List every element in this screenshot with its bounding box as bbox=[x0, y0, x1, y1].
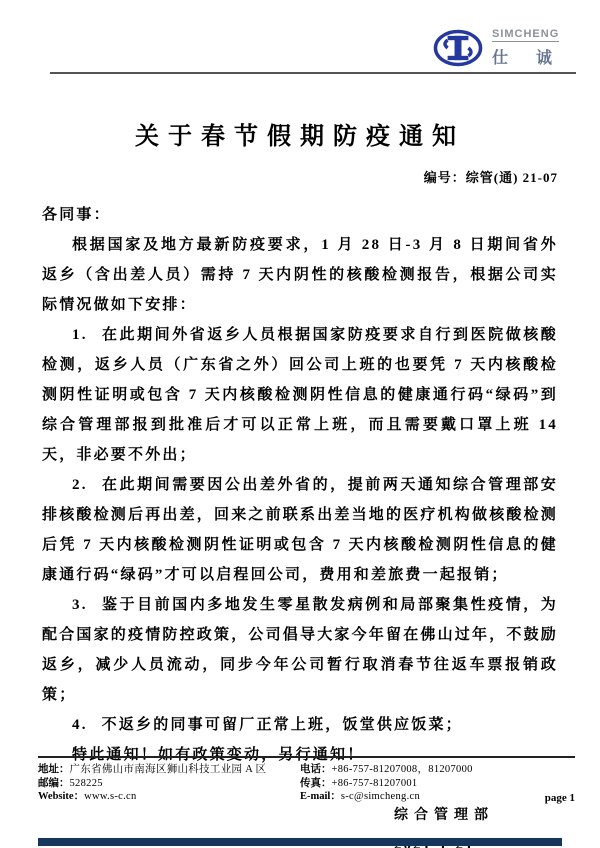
footer-phone-row bbox=[300, 763, 545, 777]
footer-label: E-mail： bbox=[300, 791, 341, 802]
footer-label: 传真： bbox=[300, 777, 332, 789]
signature-department: 综合管理部 bbox=[394, 808, 494, 823]
item-paragraph-1 bbox=[42, 320, 558, 470]
footer-value: +86-757-81207001 bbox=[331, 777, 418, 789]
item-paragraph-2 bbox=[42, 470, 558, 590]
footer-website-row bbox=[38, 790, 300, 804]
item-number: 2. bbox=[72, 477, 88, 493]
footer-right-column bbox=[300, 763, 545, 804]
item-paragraph-3 bbox=[42, 590, 558, 710]
doc-number: 编号：综管(通) 21-07 bbox=[423, 170, 558, 185]
footer-left-column bbox=[38, 763, 300, 804]
item-text: 不返乡的同事可留厂正常上班，饭堂供应饭菜； bbox=[101, 717, 463, 733]
footer-fax-row bbox=[300, 777, 545, 791]
item-text: 在此期间外省返乡人员根据国家防疫要求自行到医院做核酸检测，返乡人员（广东省之外）回公司上班的也要凭 7 天内核酸检测阴性证明或包含 7 天内核酸检测阴性信息的健康通行码“绿码”到综合管理部报到批准后才可以正常上班，而且需要戴口罩上班 14 天，非必要不外出； bbox=[42, 327, 558, 463]
footer-value: +86-757-81207008，81207000 bbox=[331, 764, 473, 775]
notice-body bbox=[42, 200, 558, 770]
intro-paragraph: 根据国家及地方最新防疫要求，1 月 28 日-3 月 8 日期间省外返乡（含出差人员）需持 7 天内阴性的核酸检测报告，根据公司实际情况做如下安排： bbox=[42, 237, 558, 313]
item-number: 3. bbox=[72, 597, 88, 613]
footer-zip-row bbox=[38, 777, 300, 791]
brand-name-en: SIMCHENG bbox=[491, 28, 560, 40]
footer-label: 地址： bbox=[38, 764, 70, 775]
page-footer bbox=[38, 756, 575, 804]
footer-value: 广东省佛山市南海区狮山科技工业园 A 区 bbox=[69, 764, 267, 775]
footer-email-row bbox=[300, 790, 545, 804]
footer-value: 528225 bbox=[69, 777, 103, 789]
item-number: 4. bbox=[72, 717, 88, 733]
company-logo bbox=[432, 26, 564, 70]
company-emblem-icon bbox=[432, 26, 484, 70]
footer-label: 电话： bbox=[300, 764, 332, 775]
brand-text bbox=[492, 28, 564, 68]
footer-label: Website： bbox=[38, 791, 85, 802]
footer-value: www.s-c.cn bbox=[84, 791, 137, 802]
item-text: 在此期间需要因公出差外省的，提前两天通知综合管理部安排核酸检测后再出差，回来之前联系出差当地的医疗机构做核酸检测后凭 7 天内核酸检测阴性证明或包含 7 天内核酸检测阴性信息的健康通行码“绿码”才可以启程回公司，费用和差旅费一起报销； bbox=[42, 477, 559, 583]
footer-value: s-c@simcheng.cn bbox=[340, 791, 421, 802]
brand-name-cn: 仕 诚 bbox=[491, 50, 564, 67]
closing-line: 特此通知！如有政策变动，另行通知！ bbox=[72, 747, 365, 763]
item-number: 1. bbox=[72, 327, 88, 343]
footer-label: 邮编： bbox=[38, 777, 70, 789]
footer-accent-bar bbox=[38, 838, 562, 846]
salutation: 各同事： bbox=[42, 207, 111, 223]
page-number: page 1 bbox=[544, 791, 575, 804]
item-paragraph-4 bbox=[42, 710, 558, 740]
page-title: 关于春节假期防疫通知 bbox=[135, 124, 465, 150]
footer-address-row bbox=[38, 763, 300, 777]
item-text: 鉴于目前国内多地发生零星散发病例和局部聚集性疫情，为配合国家的疫情防控政策，公司倡导大家今年留在佛山过年，不鼓励返乡，减少人员流动，同步今年公司暂行取消春节往返车票报销政策； bbox=[42, 597, 559, 703]
